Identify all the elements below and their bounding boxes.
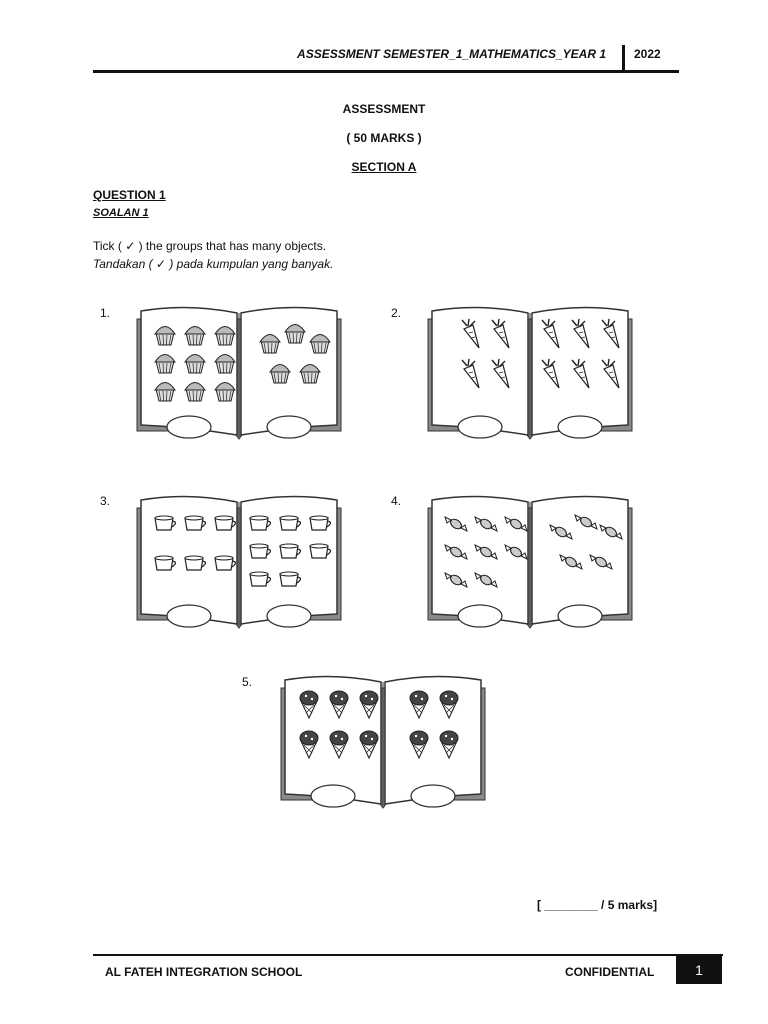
assessment-title: ASSESSMENT xyxy=(342,102,426,116)
answer-oval-left xyxy=(167,416,211,438)
answer-oval-right xyxy=(267,605,311,627)
open-book-item-1 xyxy=(133,303,345,443)
section-title: SECTION A xyxy=(351,160,417,174)
item-number-1: 1. xyxy=(100,306,111,320)
item-number-5: 5. xyxy=(242,675,253,689)
open-book-item-3 xyxy=(133,492,345,632)
header-divider xyxy=(622,45,625,73)
item-number-4: 4. xyxy=(391,494,402,508)
answer-oval-left xyxy=(458,605,502,627)
answer-oval-right xyxy=(558,416,602,438)
item-number-3: 3. xyxy=(100,494,111,508)
item-number-2: 2. xyxy=(391,306,402,320)
answer-oval-right xyxy=(558,605,602,627)
question-title: QUESTION 1 xyxy=(93,188,166,202)
score-box: [ ________ / 5 marks] xyxy=(537,898,658,912)
confidential-label: CONFIDENTIAL xyxy=(565,965,655,979)
open-book-item-2 xyxy=(424,303,636,443)
open-book-item-5 xyxy=(277,672,489,812)
school-name: AL FATEH INTEGRATION SCHOOL xyxy=(105,965,303,979)
page-number: 1 xyxy=(676,956,722,984)
header-rule xyxy=(93,70,679,73)
document-header-title: ASSESSMENT SEMESTER_1_MATHEMATICS_YEAR 1 xyxy=(297,47,606,61)
answer-oval-left xyxy=(458,416,502,438)
total-marks: ( 50 MARKS ) xyxy=(346,131,422,145)
question-title-malay: SOALAN 1 xyxy=(93,207,149,219)
document-header-year: 2022 xyxy=(634,47,661,61)
answer-oval-left xyxy=(311,785,355,807)
instruction-malay: Tandakan ( ✓ ) pada kumpulan yang banyak. xyxy=(93,257,334,271)
instruction: Tick ( ✓ ) the groups that has many objects. xyxy=(93,239,327,253)
answer-oval-left xyxy=(167,605,211,627)
answer-oval-right xyxy=(411,785,455,807)
answer-oval-right xyxy=(267,416,311,438)
footer-rule xyxy=(93,954,723,956)
open-book-item-4 xyxy=(424,492,636,632)
